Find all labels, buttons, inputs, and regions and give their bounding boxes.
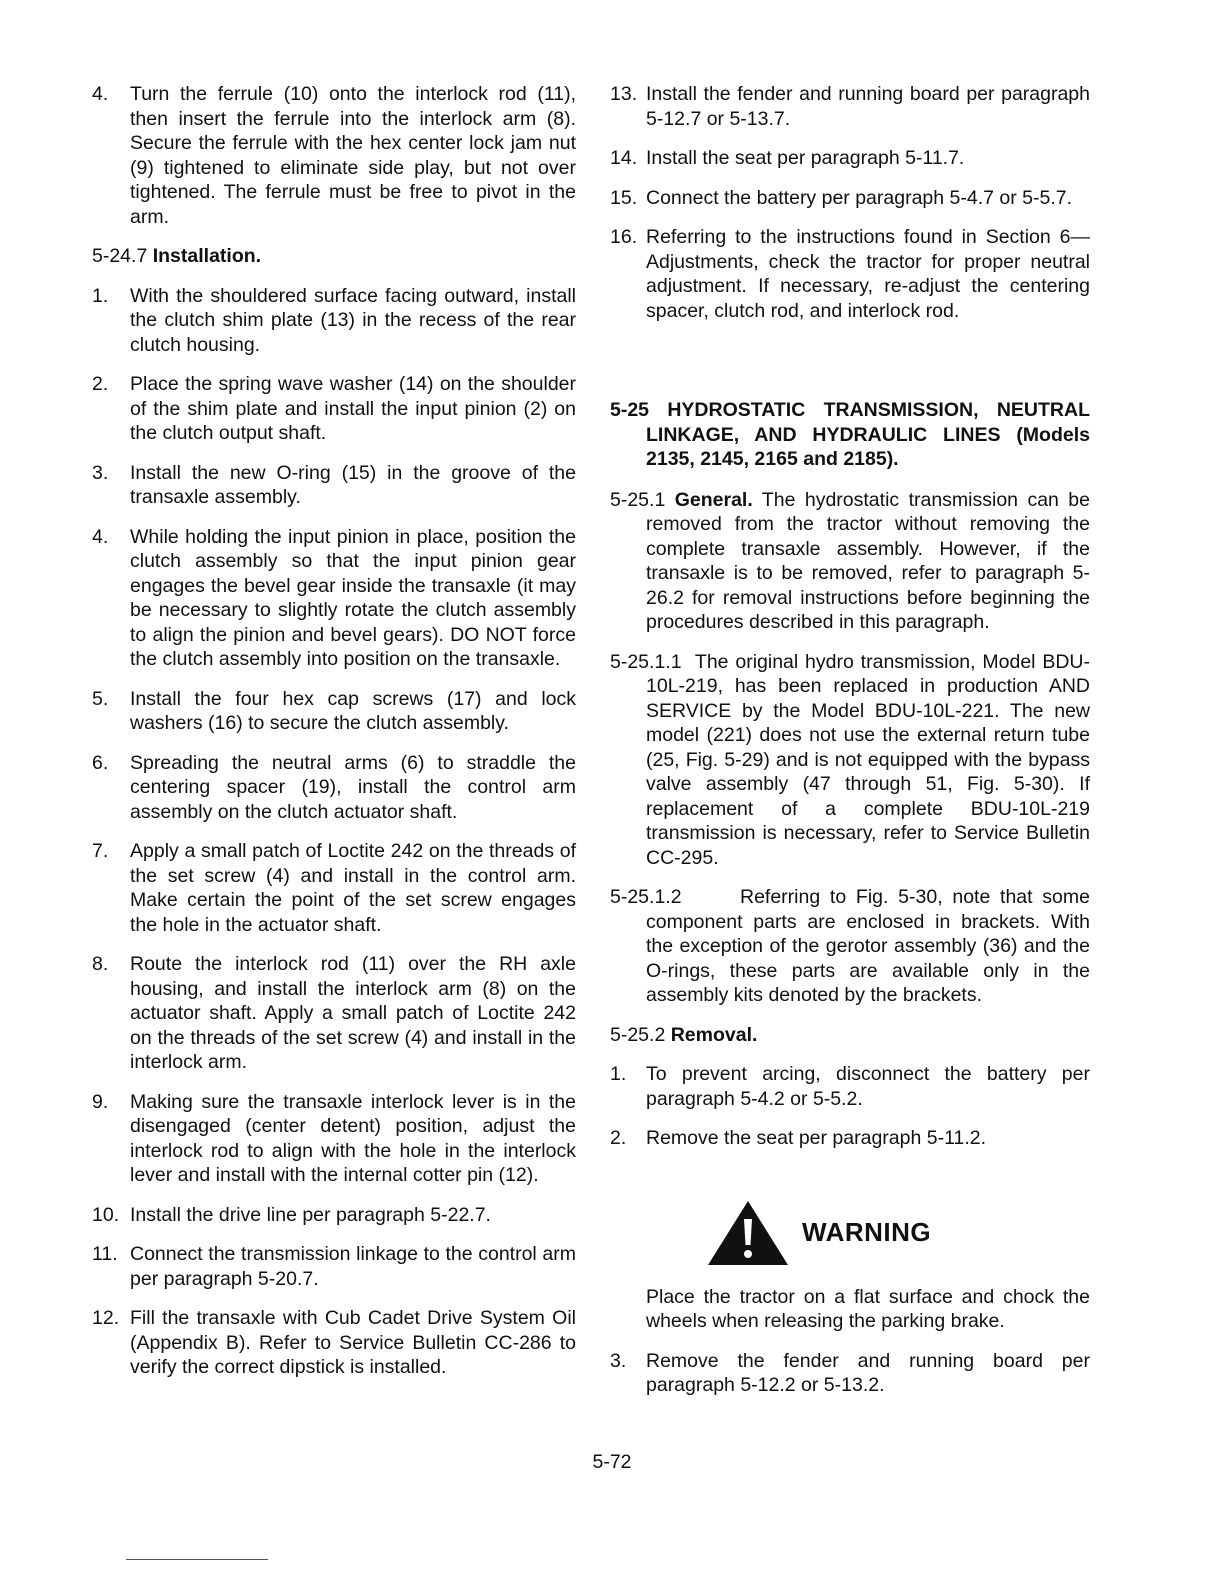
item-text: To prevent arcing, disconnect the battery per paragraph 5-4.2 or 5-5.2. [646, 1063, 1090, 1110]
list-item [92, 1090, 576, 1188]
item-number: 10. [92, 1203, 120, 1226]
item-number: 3. [610, 1349, 627, 1372]
general-paragraph [610, 488, 1090, 635]
item-number: 4. [92, 83, 109, 105]
item-text: Install the new O-ring (15) in the groove of the transaxle assembly. [130, 461, 576, 508]
list-item [92, 751, 576, 825]
installation-number: 5-24.7 [92, 245, 148, 267]
warning-label: WARNING [802, 1217, 932, 1248]
item-number: 14. [610, 147, 638, 169]
item-number: 16. [610, 226, 638, 248]
item-text: Referring to the instructions found in Section 6—Adjustments, check the tractor for proper neutral adjustment. If necessary, re-adjust the centering spacer, clutch rod, and interlock rod. [646, 226, 1090, 322]
item-number: 3. [92, 461, 109, 484]
general-text: The hydrostatic transmission can be removed from the tractor without removing the complete transaxle assembly. However, if the transaxle is to be removed, refer to paragraph 5-26.2 for removal instructions before beginning the procedures described in this paragraph. [646, 488, 1090, 633]
item-number: 9. [92, 1090, 109, 1113]
list-item [610, 186, 1090, 211]
item-text: While holding the input pinion in place, position the clutch assembly so that the input pinion gear engages the bevel gear inside the transaxle (it may be necessary to slightly rotate the clutch assembly to align the pinion and bevel gears). DO NOT force the clutch assembly into position on the transaxle. [130, 525, 576, 670]
item-text: Route the interlock rod (11) over the RH axle housing, and install the interlock arm (8) on the actuator shaft. Apply a small patch of Loctite 242 on the threads of the set screw (4) and install in the interlock arm. [130, 953, 576, 1073]
item-text: Spreading the neutral arms (6) to straddle the centering spacer (19), install the control arm assembly on the clutch actuator shaft. [130, 751, 576, 823]
item-number: 7. [92, 840, 109, 862]
list-item [610, 1062, 1090, 1111]
item-text: Apply a small patch of Loctite 242 on the threads of the set screw (4) and install in the control arm. Make certain the point of the set screw engages the hole in the actuator shaft. [130, 840, 576, 936]
general-title: General. [674, 488, 753, 511]
item-text: With the shouldered surface facing outward, install the clutch shim plate (13) in the recess of the rear clutch housing. [130, 284, 576, 356]
item-number: 13. [610, 83, 638, 105]
left-column [92, 82, 576, 1395]
paragraph-number: 5-25.1.2 [610, 886, 682, 908]
list-item [92, 372, 576, 446]
installation-title: Installation. [152, 245, 262, 267]
footer-rule [126, 1559, 268, 1560]
list-item [92, 687, 576, 736]
item-text: Install the drive line per paragraph 5-22.7. [130, 1203, 491, 1226]
list-item [610, 146, 1090, 171]
list-item [92, 1203, 576, 1228]
item-text: Install the fender and running board per paragraph 5-12.7 or 5-13.7. [646, 83, 1090, 130]
general-number: 5-25.1 [610, 488, 666, 511]
paragraph-text: The original hydro transmission, Model BDU-10L-219, has been replaced in production AND SERVICE by the Model BDU-10L-221. The new model (221) does not use the external return tube (25, Fig. 5-29) and is not equipped with the bypass valve assembly (47 through 51, Fig. 5-30). If replacement of a complete BDU-10L-219 transmission is necessary, refer to Service Bulletin CC-295. [646, 650, 1091, 869]
removal-heading [610, 1023, 1090, 1048]
page-number: 5-72 [592, 1451, 632, 1473]
list-item [610, 1349, 1090, 1398]
removal-number: 5-25.2 [610, 1023, 666, 1046]
warning-text: Place the tractor on a flat surface and chock the wheels when releasing the parking brake. [646, 1285, 1090, 1332]
item-text: Connect the transmission linkage to the control arm per paragraph 5-20.7. [130, 1243, 576, 1290]
item-number: 2. [92, 373, 109, 395]
item-text: Connect the battery per paragraph 5-4.7 or 5-5.7. [646, 186, 1073, 209]
item-number: 4. [92, 525, 109, 548]
list-item [92, 839, 576, 937]
list-item [610, 1126, 1090, 1151]
item-number: 15. [610, 186, 638, 209]
section-heading: 5-25 HYDROSTATIC TRANSMISSION, NEUTRAL LINKAGE, AND HYDRAULIC LINES (Models 2135, 2145, 2165 and 2185). [610, 399, 1090, 470]
item-number: 12. [92, 1307, 120, 1329]
item-text: Remove the fender and running board per paragraph 5-12.2 or 5-13.2. [646, 1349, 1090, 1396]
item-number: 6. [92, 751, 109, 774]
list-item [92, 1306, 576, 1380]
list-item [610, 225, 1090, 323]
item-text: Place the spring wave washer (14) on the shoulder of the shim plate and install the input pinion (2) on the clutch output shaft. [130, 373, 576, 444]
item-number: 1. [610, 1063, 627, 1085]
item-number: 2. [610, 1127, 627, 1149]
item-number: 11. [92, 1243, 118, 1265]
list-item [92, 461, 576, 510]
paragraph-5-25-1-1 [610, 650, 1091, 871]
list-item [92, 952, 576, 1075]
item-text: Fill the transaxle with Cub Cadet Drive System Oil (Appendix B). Refer to Service Bulletin CC-286 to verify the correct dipstick is installed. [130, 1307, 576, 1378]
paragraph-text: Referring to Fig. 5-30, note that some component parts are enclosed in brackets. With the exception of the gerotor assembly (36) and the O-rings, these parts are available only in the assembly kits denoted by the brackets. [646, 886, 1090, 1006]
item-number: 8. [92, 953, 109, 975]
list-item [92, 1242, 576, 1291]
warning-box [706, 1199, 1090, 1267]
removal-title: Removal. [670, 1023, 758, 1046]
list-item [92, 82, 576, 229]
item-text: Making sure the transaxle interlock lever is in the disengaged (center detent) position, adjust the interlock rod to align with the hole in the interlock lever and install with the internal cotter pin (12). [130, 1090, 576, 1186]
warning-triangle-icon [706, 1199, 790, 1267]
right-column [610, 82, 1090, 1413]
item-text: Remove the seat per paragraph 5-11.2. [646, 1127, 987, 1149]
list-item [610, 82, 1090, 131]
list-item [92, 525, 576, 672]
item-text: Install the seat per paragraph 5-11.7. [646, 147, 965, 169]
paragraph-number: 5-25.1.1 [610, 650, 682, 673]
installation-heading [92, 244, 576, 269]
item-number: 1. [92, 284, 109, 307]
list-item [92, 284, 576, 358]
paragraph-5-25-1-2 [610, 885, 1090, 1008]
item-number: 5. [92, 687, 109, 710]
item-text: Turn the ferrule (10) onto the interlock rod (11), then insert the ferrule into the interlock arm (8). Secure the ferrule with the hex center lock jam nut (9) tightened to eliminate side play, but not over tightened. The ferrule must be free to pivot in the arm. [130, 83, 576, 228]
item-text: Install the four hex cap screws (17) and lock washers (16) to secure the clutch assembly. [130, 687, 576, 734]
